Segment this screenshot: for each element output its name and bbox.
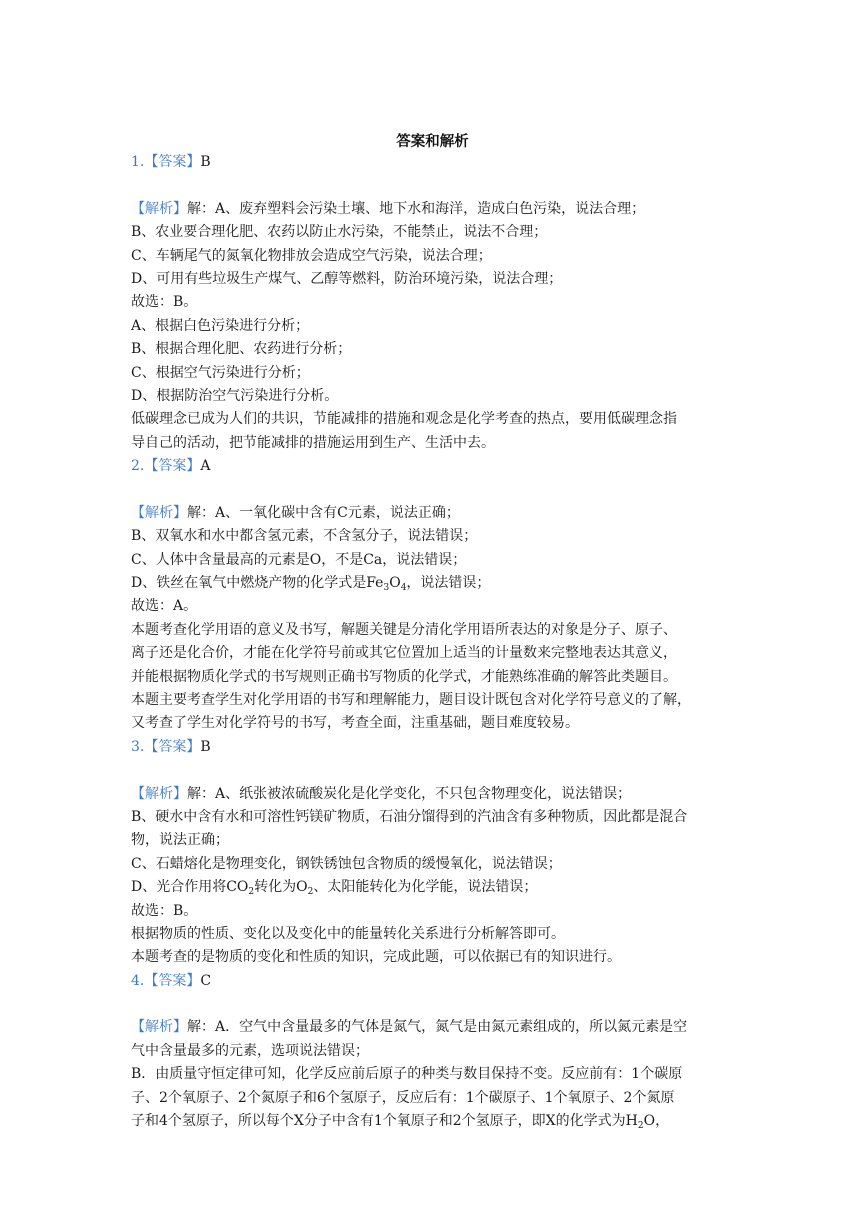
q2-text: O [389, 575, 401, 592]
q2-line: B、双氧水和水中都含氢元素，不含氢分子，说法错误； [131, 528, 478, 545]
q2-answer: A [200, 458, 211, 475]
q4-formula-line [131, 1110, 737, 1133]
q2-number: 2. [131, 458, 145, 475]
q1-line: D、可用有些垃圾生产煤气、乙醇等燃料，防治环境污染，说法合理； [131, 270, 563, 287]
spacer [131, 478, 737, 501]
subscript: 2 [637, 1121, 644, 1132]
q1-line: A、根据白色污染进行分析； [131, 317, 310, 334]
spacer [131, 174, 737, 197]
subscript: 2 [248, 887, 255, 898]
q4-answer-line [131, 970, 737, 993]
q3-text: 转化为O [254, 879, 308, 896]
q1-answer: B [200, 154, 211, 170]
q1-line: 低碳理念已成为人们的共识，节能减排的措施和观念是化学考查的热点，要用低碳理念指 [131, 411, 677, 428]
spacer [131, 993, 737, 1016]
q1-analysis-line [131, 198, 737, 221]
q3-line: B、硬水中含有水和可溶性钙镁矿物质，石油分馏得到的汽油含有多种物质，因此都是混合 [131, 808, 688, 825]
subscript: 3 [383, 583, 390, 594]
q3-answer-tag: 【答案】 [144, 738, 201, 755]
q4-analysis-tag: 【解析】 [131, 1019, 187, 1036]
q1-line: B、根据合理化肥、农药进行分析； [131, 341, 352, 358]
q3-text: D、光合作用将CO [131, 879, 249, 896]
page-title: 答案和解析 [396, 134, 469, 150]
q2-analysis-line [131, 502, 737, 525]
q1-line: B、农业要合理化肥、农药以防止水污染，不能禁止，说法不合理； [131, 224, 548, 241]
q2-analysis-tag: 【解析】 [131, 504, 187, 521]
q4-line: 气中含量最多的元素，选项说法错误； [131, 1042, 369, 1059]
q2-analysis-text: 解：A、一氧化碳中含有C元素，说法正确； [187, 504, 460, 521]
q1-answer-tag: 【答案】 [144, 154, 201, 170]
q4-answer: C [200, 972, 212, 989]
subscript: 4 [400, 583, 407, 594]
q4-answer-tag: 【答案】 [144, 972, 201, 989]
q3-line: 物，说法正确； [131, 832, 229, 849]
q2-line: 又考查了学生对化学符号的书写，考查全面，注重基础，题目难度较易。 [131, 715, 579, 732]
q3-analysis-line [131, 783, 737, 806]
q4-line: B．由质量守恒定律可知，化学反应前后原子的种类与数目保持不变。反应前有：1个碳原 [131, 1066, 683, 1083]
q3-answer-line [131, 736, 737, 759]
q1-analysis-tag: 【解析】 [131, 200, 187, 217]
q2-text: D、铁丝在氧气中燃烧产物的化学式是Fe [131, 575, 384, 592]
q1-line: C、车辆尾气的氮氧化物排放会造成空气污染，说法合理； [131, 247, 492, 264]
q3-line: C、石蜡熔化是物理变化，钢铁锈蚀包含物质的缓慢氧化，说法错误； [131, 855, 562, 872]
q3-analysis-tag: 【解析】 [131, 785, 187, 802]
q2-line: 本题考查化学用语的意义及书写，解题关键是分清化学用语所表达的对象是分子、原子、 [131, 621, 677, 638]
q1-line: 导自己的活动，把节能减排的措施运用到生产、生活中去。 [131, 434, 495, 451]
q1-line: D、根据防治空气污染进行分析。 [131, 387, 339, 404]
q2-text: ，说法错误； [406, 575, 491, 592]
q3-line: 根据物质的性质、变化以及变化中的能量转化关系进行分析解答即可。 [131, 925, 565, 942]
q4-text: O， [643, 1113, 670, 1130]
subscript: 2 [307, 887, 314, 898]
q3-text: 、太阳能转化为化学能，说法错误； [313, 879, 538, 896]
q2-answer-tag: 【答案】 [144, 458, 201, 475]
q1-line: C、根据空气污染进行分析； [131, 364, 310, 381]
q3-formula-line [131, 876, 737, 899]
q2-answer-line [131, 455, 737, 478]
q1-line: 故选：B。 [131, 294, 198, 311]
q4-number: 4. [131, 972, 145, 989]
q3-line: 本题考查的是物质的变化和性质的知识，完成此题，可以依据已有的知识进行。 [131, 949, 621, 966]
q2-formula-line [131, 572, 737, 595]
q4-analysis-text: 解：A．空气中含量最多的气体是氮气，氮气是由氮元素组成的，所以氮元素是空 [187, 1019, 688, 1036]
q4-line: 子、2个氧原子、2个氮原子和6个氢原子，反应后有：1个碳原子、1个氧原子、2个氮原 [131, 1089, 675, 1106]
q2-line: 故选：A。 [131, 598, 198, 615]
q3-line: 故选：B。 [131, 902, 198, 919]
q3-analysis-text: 解：A、纸张被浓硫酸炭化是化学变化，不只包含物理变化，说法错误； [187, 785, 632, 802]
q2-line: 离子还是化合价，才能在化学符号前或其它位置加上适当的计量数来完整地表达其意义， [131, 645, 677, 662]
q2-line: C、人体中含量最高的元素是O，不是Ca，说法错误； [131, 551, 467, 568]
q2-line: 并能根据物质化学式的书写规则正确书写物质的化学式，才能熟练准确的解答此类题目。 [131, 668, 677, 685]
answers-content [131, 151, 737, 1133]
q4-text: 子和4个氢原子，所以每个X分子中含有1个氧原子和2个氢原子，即X的化学式为H [131, 1113, 638, 1130]
q2-line: 本题主要考查学生对化学用语的书写和理解能力，题目设计既包含对化学符号意义的了解， [131, 691, 691, 708]
q1-number: 1. [131, 154, 145, 170]
q4-analysis-line [131, 1016, 737, 1039]
q1-answer-line [131, 151, 737, 174]
q3-answer: B [200, 738, 211, 755]
q3-number: 3. [131, 738, 145, 755]
spacer [131, 759, 737, 782]
q1-analysis-text: 解：A、废弃塑料会污染土壤、地下水和海洋，造成白色污染，说法合理； [187, 200, 646, 217]
